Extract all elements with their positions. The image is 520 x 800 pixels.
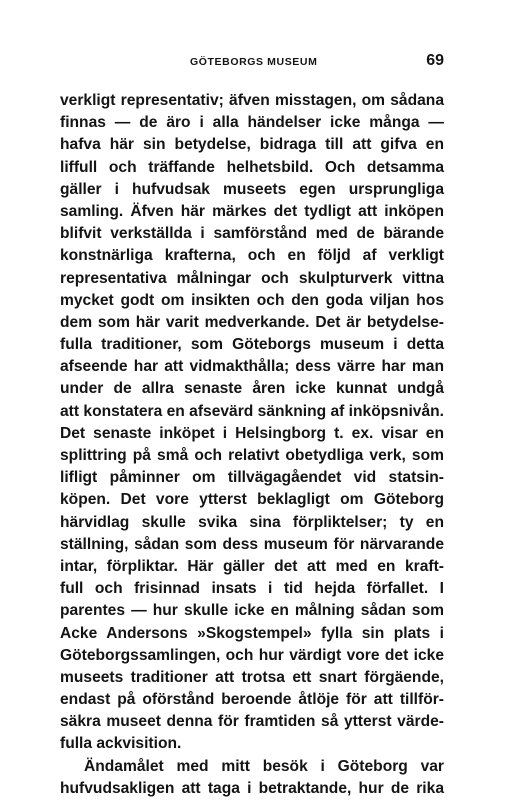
text-line: köpen. Det vore ytterst beklagligt om Göteborg — [60, 491, 444, 509]
text-line: afseende har att vidmakthålla; dess värre har man — [60, 358, 444, 376]
text-line: intar, förpliktar. Här gäller det att med en kraft- — [60, 557, 444, 575]
text-line: dem som här varit medverkande. Det är betydelse- — [60, 313, 444, 331]
paragraph-start-line: Ändamålet med mitt besök i Göteborg var — [84, 757, 444, 775]
text-line: finnas — de äro i alla händelser icke många — — [60, 114, 444, 132]
text-line: blifvit verkställda i samförstånd med de bärande — [60, 225, 444, 243]
paragraph-end-line: fulla ackvisition. — [60, 735, 182, 753]
text-line: museets traditioner att trotsa ett snart förgäende, — [60, 668, 444, 686]
text-line: säkra museet denna för framtiden så ytterst värde- — [60, 713, 444, 731]
text-line: representativa målningar och skulpturverk vittna — [60, 269, 444, 287]
text-line: parentes — hur skulle icke en målning sådan som — [60, 602, 444, 620]
text-line: hafva här sin betydelse, bidraga till att gifva en — [60, 136, 444, 154]
running-title: GÖTEBORGS MUSEUM — [190, 56, 318, 68]
text-line: under de allra senaste åren icke kunnat undgå — [60, 380, 444, 398]
running-header — [60, 52, 444, 72]
text-line: ställning, sådan som dess museum för närvarande — [60, 535, 444, 553]
text-line: lifligt påminner om tillvägagåendet vid statsin- — [60, 469, 444, 487]
text-line: Det senaste inköpet i Helsingborg t. ex. visar en — [60, 424, 444, 442]
text-line: liffull och träffande helhetsbild. Och detsamma — [60, 158, 444, 176]
text-line: Göteborgssamlingen, och hur värdigt vore det icke — [60, 646, 444, 664]
text-line: splittring på små och relativt obetydliga verk, som — [60, 447, 444, 464]
text-line: hufvudsakligen att taga i betraktande, hur de rika — [60, 779, 444, 797]
page-number: 69 — [426, 52, 444, 69]
text-line: konstnärliga krafterna, och en följd af verkligt — [60, 247, 444, 265]
text-line: verkligt representativ; äfven misstagen, om sådana — [60, 92, 444, 109]
text-line: att konstatera en afsevärd sänkning af inköpsnivån. — [60, 402, 444, 420]
text-line: endast på oförstånd beroende åtlöje för att tillför- — [60, 691, 444, 709]
text-line: fulla traditioner, som Göteborgs museum i detta — [60, 336, 444, 354]
text-line: samling. Äfven här märkes det tydligt att inköpen — [60, 202, 444, 220]
text-line: härvidlag skulle svika sina förpliktelser; ty en — [60, 513, 444, 531]
text-line: gäller i hufvudsak museets egen ursprungliga — [60, 180, 444, 198]
body-text — [60, 90, 444, 800]
text-line: full och frisinnad insats i tid hejda förfallet. I — [60, 580, 444, 598]
text-line: mycket godt om insikten och den goda viljan hos — [60, 291, 444, 309]
text-line: Acke Andersons »Skogstempel» fylla sin plats i — [60, 624, 444, 642]
